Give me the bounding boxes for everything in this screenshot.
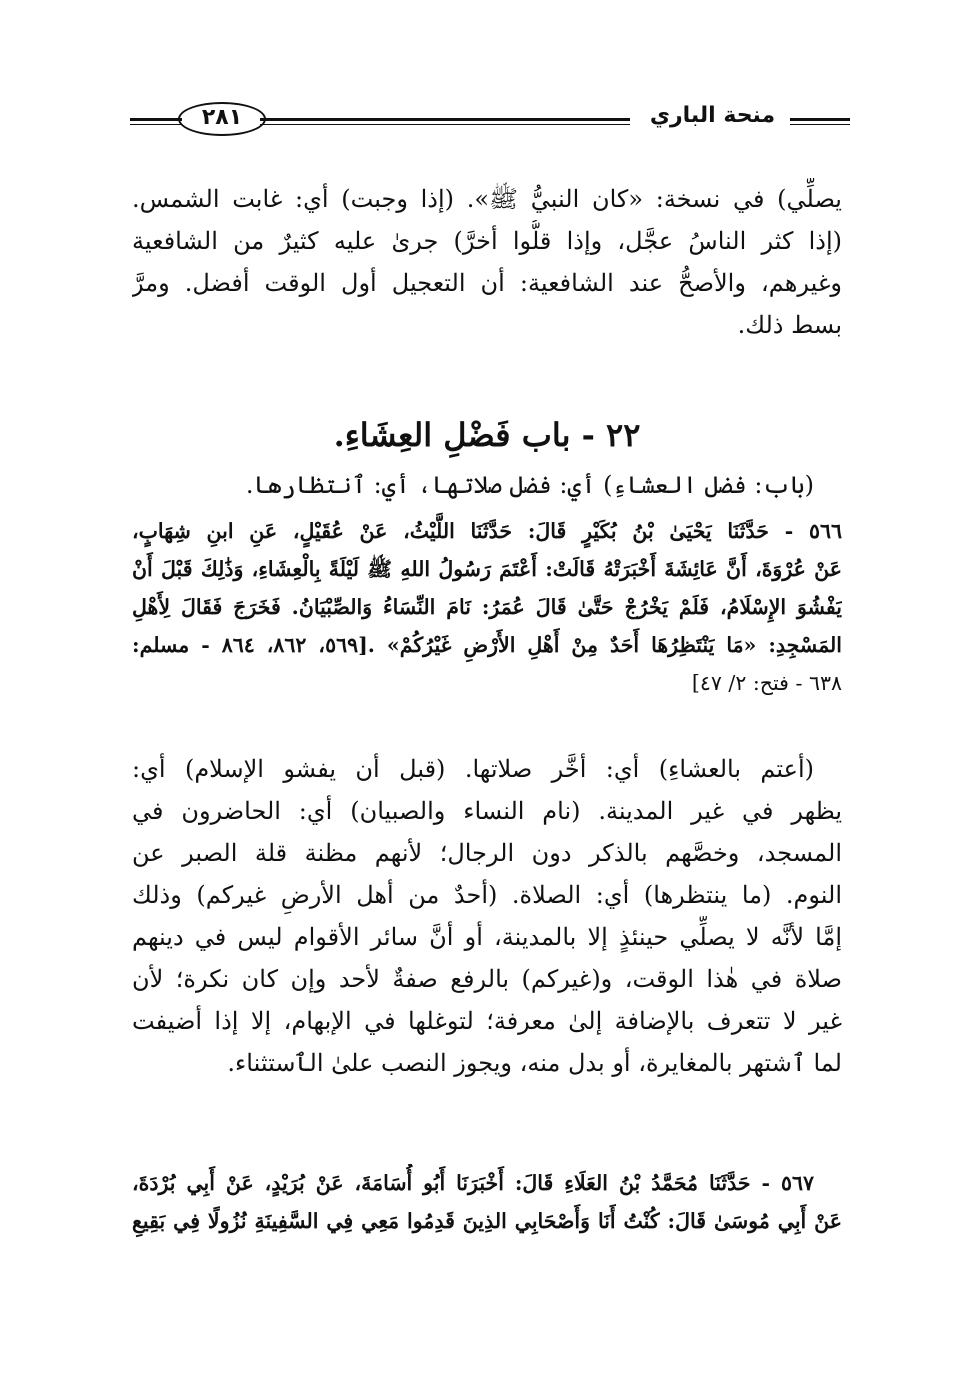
text-line: (إذا كثر الناسُ عجَّل، وإذا قلُّوا أخرَّ) جرىٰ عليه كثيرٌ من الشافعية	[132, 227, 842, 255]
page-header	[130, 95, 850, 145]
chapter-heading: ٢٢ - باب فَضْلِ العِشَاءِ.	[333, 416, 641, 454]
hadith-reference: ٦٣٨ - فتح: ٢/ ٤٧]	[691, 671, 842, 695]
text-line: المسجد، وخصَّهم بالذكر دون الرجال؛ لأنهم مظنة قلة الصبر عن	[132, 839, 842, 867]
hadith-567	[132, 1164, 842, 1240]
text-line: (أعتم بالعشاءِ) أي: أخَّر صلاتها. (قبل أن يفشو الإسلام) أي:	[132, 755, 814, 783]
commentary-paragraph-3	[132, 748, 842, 1084]
running-title: منحة الباري	[649, 103, 776, 128]
text-line: لما ٱشتهر بالمغايرة، أو بدل منه، ويجوز النصب علىٰ الٱستثناء.	[227, 1049, 842, 1077]
text-line: النوم. (ما ينتظرها) أي: الصلاة. (أحدٌ من أهل الأرضِ غيركم) وذلك	[132, 881, 842, 909]
page-number: ٢٨١	[178, 102, 266, 136]
text-line: بسط ذلك.	[737, 311, 842, 339]
text-line: صلاة في هٰذا الوقت، و(غيركم) بالرفع صفةٌ لأحد وإن كان نكرة؛ لأن	[132, 965, 842, 993]
hadith-line: ٥٦٧ - حَدَّثَنَا مُحَمَّدُ بْنُ العَلَاءِ قَالَ: أَخْبَرَنَا أَبُو أُسَامَةَ، عَنْ بُرَيْدٍ، عَنْ أَبِي بُرْدَةَ،	[132, 1171, 814, 1195]
text-line: غير لا تتعرف بالإضافة إلىٰ معرفة؛ لتوغلها في الإبهام، إلا إذا أضيفت	[132, 1007, 842, 1035]
text-line: يصلِّي) في نسخة: «كان النبيُّ ﷺ». (إذا وجبت) أي: غابت الشمس.	[132, 185, 842, 213]
text-line: وغيرهم، والأصحُّ عند الشافعية: أن التعجيل أول الوقت أفضل. ومرَّ	[132, 269, 842, 297]
hadith-line: عَنْ عُرْوَةَ، أَنَّ عَائِشَةَ أَخْبَرَتْهُ قَالَتْ: أَعْتَمَ رَسُولُ اللهِ ﷺ لَيْلَةً بِالْعِشَاءِ، وَذَٰلِكَ قَبْلَ أَنْ	[132, 557, 842, 581]
header-rule-right	[790, 118, 850, 125]
hadith-line: ٥٦٦ - حَدَّثَنَا يَحْيَىٰ بْنُ بُكَيْرٍ قَالَ: حَدَّثَنَا اللَّيْثُ، عَنْ عُقَيْلٍ، عَنِ ابنِ شِهَابٍ،	[132, 519, 842, 543]
text-line: (باب: فضل العشاءِ) أي: فضل صلاتها، أي: ٱنتظارها.	[245, 471, 814, 499]
text-line: إمَّا لأنَّه لا يصلِّي حينئذٍ إلا بالمدينة، أو أنَّ سائر الأقوام ليس في دينهم	[132, 923, 842, 951]
header-rule-left	[130, 118, 182, 125]
text-line: يظهر في غير المدينة. (نام النساء والصبيان) أي: الحاضرون في	[132, 797, 842, 825]
commentary-paragraph-2	[132, 464, 842, 506]
hadith-line: المَسْجِدِ: «مَا يَنْتَظِرُهَا أَحَدٌ مِنْ أَهْلِ الأَرْضِ غَيْرُكُمْ» .[٥٦٩، ٨٦٢، ٨٦٤ - مسلم:	[132, 633, 842, 657]
hadith-line: عَنْ أَبِي مُوسَىٰ قَالَ: كُنْتُ أَنَا وَأَصْحَابِي الذِينَ قَدِمُوا مَعِي فِي السَّفِينَةِ نُزُولًا فِي بَقِيعِ	[132, 1209, 842, 1233]
hadith-line: يَفْشُوَ الإِسْلَامُ، فَلَمْ يَخْرُجْ حَتَّىٰ قَالَ عُمَرُ: نَامَ النِّسَاءُ وَالصِّبْيَانُ. فَخَرَجَ فَقَالَ لِأَهْلِ	[132, 595, 842, 619]
hadith-566	[132, 512, 842, 702]
header-rule-middle	[260, 118, 630, 125]
commentary-paragraph-1	[132, 178, 842, 346]
